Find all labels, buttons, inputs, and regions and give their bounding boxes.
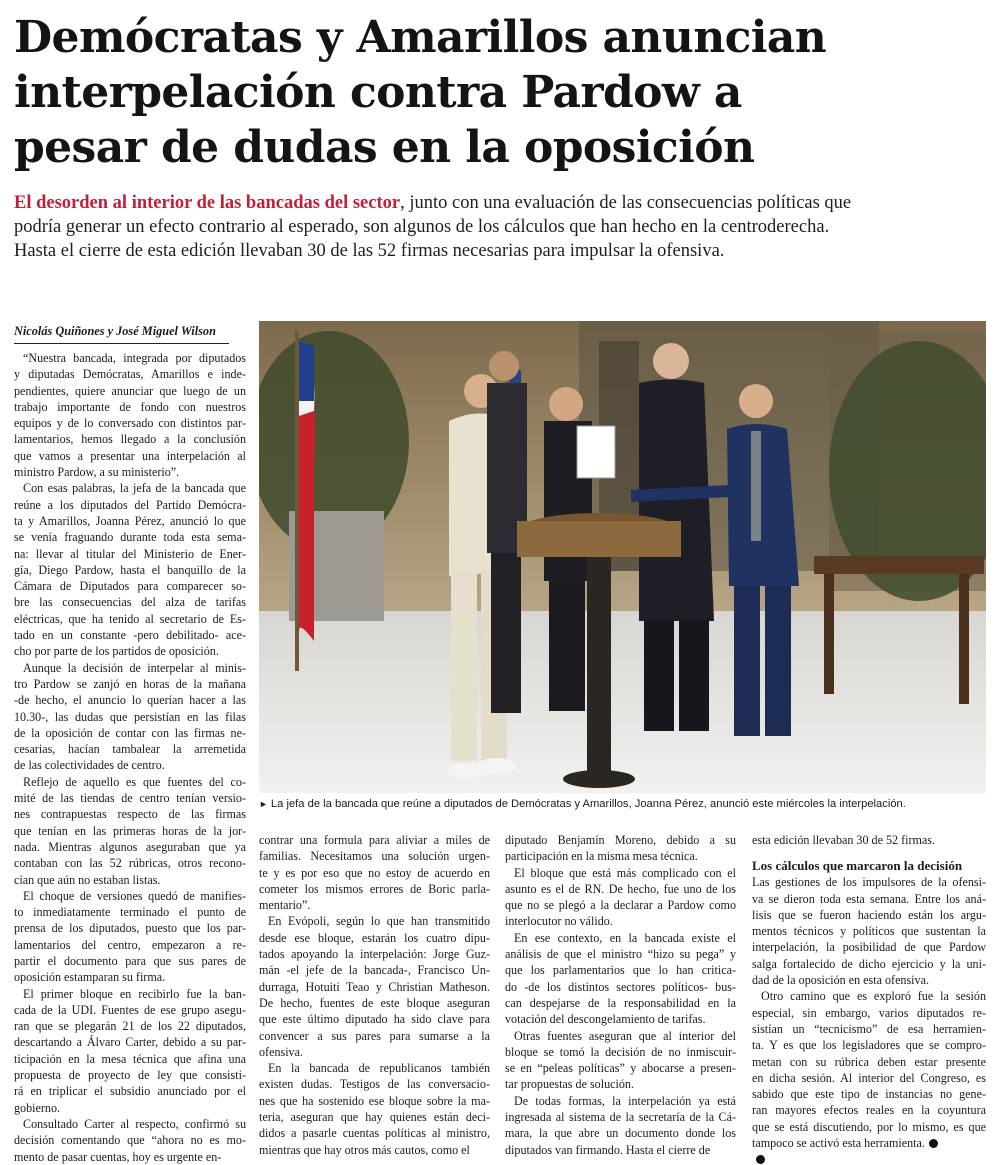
column-line: contrar una formula para aliviar a miles de <box>259 833 490 847</box>
byline: Nicolás Quiñones y José Miguel Wilson <box>14 323 229 344</box>
column-line: diputados van firmando. Hasta el cierre de <box>505 1142 711 1157</box>
column-line: eléctricas, que ha tenido al secretario de Es- <box>14 611 246 626</box>
column-line: El choque de versiones quedó de manifies- <box>23 888 246 903</box>
column-1 <box>14 350 246 1165</box>
column-line: va se dieron toda esta semana. Entre los aná- <box>752 891 986 906</box>
column-line: tro Pardow se zanjó en horas de la mañana <box>14 676 246 691</box>
column-line: bloque se tomó la decisión de no inmiscuir- <box>505 1044 736 1059</box>
column-line: do -de los distintos sectores políticos- bus- <box>505 979 736 994</box>
column-line: En la bancada de republicanos también <box>268 1061 490 1076</box>
column-line: gía, Diego Pardow, hasta el banquillo de la <box>14 562 246 577</box>
column-line: Reflejo de aquello es que fuentes del co- <box>23 774 246 789</box>
column-line: lisis que se fueron haciendo están los argu- <box>752 907 986 922</box>
column-line: existen dudas. Testigos de las conversacio- <box>259 1077 490 1092</box>
section-heading: Los cálculos que marcaron la decisión <box>752 858 963 874</box>
column-line: Con esas palabras, la jefa de la bancada que <box>23 481 246 496</box>
column-line: mento de pasar cuentas, hoy es urgente en- <box>14 1149 222 1164</box>
column-line: propuesta de proyecto de ley que consisti- <box>14 1068 246 1083</box>
column-line: tado en un constante -pero debilitado- ace- <box>14 628 246 643</box>
column-line: Otro camino que es exploró fue la sesión <box>761 989 986 1004</box>
column-line: análisis de que el ministro “hizo su pega” y <box>505 947 736 962</box>
column-line: mara, la que abre un documento donde los <box>505 1126 736 1141</box>
column-line: De todas formas, la interpelación ya está <box>514 1093 736 1108</box>
column-4-body <box>752 874 986 1165</box>
column-line: mité de las tiendas de centro tenían versio- <box>14 791 246 806</box>
column-line: prensa de los diputados, puesto que los par- <box>14 921 246 936</box>
column-2 <box>259 832 490 1158</box>
column-line: equipos y de lo conversado con distintos par- <box>14 416 246 431</box>
column-line: que los parlamentarios que lo han critica- <box>505 963 736 978</box>
headline <box>14 10 994 175</box>
column-line: ran mayores efectos reales en la coyuntura <box>752 1103 986 1118</box>
column-line: especial, sin embargo, varios diputados re- <box>752 1005 986 1020</box>
column-line: que no se plegó a la declarar a Pardow como <box>505 898 736 913</box>
column-line: ran que se plegarán 21 de los 22 diputados, <box>14 1019 246 1034</box>
column-line: partir el documento para que sus pares de <box>14 953 246 968</box>
column-line: nes que ha sostenido ese bloque sobre la ma- <box>259 1093 490 1108</box>
column-line: que tenían en las primeras horas de la jor- <box>14 823 246 838</box>
column-line: que este último diputado ha sido clave para <box>259 1012 490 1027</box>
column-line: -de hecho, el anuncio lo querían hacer a las <box>14 693 246 708</box>
column-line: ticipación en la mesa técnica que afina una <box>14 1051 246 1066</box>
end-of-article-icon <box>929 1139 938 1148</box>
news-photo <box>259 321 986 793</box>
headline-line: pesar de dudas en la oposición <box>14 122 755 173</box>
column-line: ta. Y es que los legisladores que se compro- <box>752 1038 986 1053</box>
column-line: te y es por eso que no estoy de acuerdo en <box>259 865 490 880</box>
column-line: pendientes, quiere anunciar que luego de un <box>14 383 246 398</box>
column-line: mán -el jefe de la bancada-, Francisco Un- <box>259 963 490 978</box>
column-line: lamentarios, hemos llegado a la conclusión <box>14 432 246 447</box>
column-line: teria, aseguran que hay quienes están deci- <box>259 1110 490 1125</box>
column-line: y diputadas Demócratas, Amarillos e inde- <box>14 367 246 382</box>
column-line: can despejarse de la responsabilidad en la <box>505 995 736 1010</box>
column-line: ingresada al sistema de la secretaría de la Cá- <box>505 1110 736 1125</box>
column-line: nes contrapuestas respecto de las firmas <box>14 807 246 822</box>
column-line: De hecho, fuentes de este bloque aseguran <box>259 995 490 1010</box>
column-line: “Nuestra bancada, integrada por diputados <box>23 351 246 365</box>
column-line: lamentarios del centro, empezaron a re- <box>14 937 246 952</box>
column-line: 10.30-, las dudas que persistían en las filas <box>14 709 246 724</box>
column-line: tampoco se activó esta herramienta. <box>752 1135 986 1151</box>
headline-line: interpelación contra Pardow a <box>14 67 742 118</box>
column-line: gobierno. <box>14 1100 61 1115</box>
column-line: oposición estamparan su firma. <box>14 970 166 985</box>
caption-text: La jefa de la bancada que reúne a diputados de Demócratas y Amarillos, Joanna Pérez, anunció este miércoles la interpelación. <box>270 798 906 810</box>
column-line: dad de la oposición en esta ofensiva. <box>752 973 929 988</box>
column-line: El primer bloque en recibirlo fue la ban- <box>23 986 246 1001</box>
column-line: contaban con las 52 rúbricas, otros recono- <box>14 856 246 871</box>
caption-arrow-icon: ► <box>259 799 268 809</box>
column-line: Cámara de Diputados para comparecer so- <box>14 579 246 594</box>
column-line: sistían un “tecnicismo” de esa herramien- <box>752 1021 986 1036</box>
column-line: de la oposición de contar con las firmas ne- <box>14 725 246 740</box>
lead-highlight: El desorden al interior de las bancadas del sector <box>14 193 401 213</box>
column-line: tados apoyando la interpelación: Jorge Guz- <box>259 947 490 962</box>
column-line: diputado Benjamín Moreno, debido a su <box>505 833 736 847</box>
column-line: descartando a Álvaro Carter, debido a su par- <box>14 1035 246 1050</box>
column-line: cometer los mismos errores de Boric parla- <box>259 881 490 896</box>
column-line: El bloque que está más complicado con el <box>514 865 736 880</box>
column-line: sabido que este tipo de instancias no gene- <box>752 1087 986 1102</box>
column-line: to inmediatamente terminado el punto de <box>14 905 246 920</box>
column-4 <box>752 832 986 1165</box>
column-line: durraga, Hotuiti Teao y Christian Matheson. <box>259 979 490 994</box>
column-line: esta edición llevaban 30 de 52 firmas. <box>752 833 936 847</box>
column-line: rá en triplicar el subsidio anunciado por el <box>14 1084 246 1099</box>
column-line: convencer a sus pares para sumarse a la <box>259 1028 490 1043</box>
column-line: Aunque la decisión de interpelar al minis- <box>23 660 246 675</box>
column-line: cían que aún no estaban listas. <box>14 872 161 887</box>
column-line: cho por parte de los partidos de oposición. <box>14 644 219 659</box>
column-line: interlocutor no válido. <box>505 914 613 929</box>
column-line: mentos técnicos y políticos que sustentan la <box>752 924 986 939</box>
column-line: En ese contexto, en la bancada existe el <box>514 930 736 945</box>
column-line: desde ese bloque, estarán los cuatro dipu- <box>259 930 490 945</box>
column-line: Las gestiones de los impulsores de la ofensi- <box>752 875 986 890</box>
press-conference-illustration <box>259 321 986 793</box>
column-line: interpelación, la posibilidad de que Pardow <box>752 940 986 955</box>
column-line: reúne a los diputados del Partido Demócra- <box>14 497 246 512</box>
column-line: que vamos a presentar una interpelación al <box>14 448 246 463</box>
column-3 <box>505 832 736 1158</box>
column-line: cesarias, hacían tambalear la arremetida <box>14 742 246 757</box>
column-line: Consultado Carter al respecto, confirmó su <box>23 1116 246 1131</box>
end-of-article-icon <box>756 1155 765 1164</box>
column-line: salga fortalecido de dicho ejercicio y la uni- <box>752 956 986 971</box>
column-line: que se está discutiendo, por lo mismo, es que <box>752 1119 986 1134</box>
column-line: metan con su rúbrica deben estar presente <box>752 1054 986 1069</box>
lead-text: , junto con una evaluación de las consecuencias políticas que <box>400 193 852 213</box>
column-line: ofensiva. <box>259 1044 303 1059</box>
column-line: trabajo importante de fondo con nuestros <box>14 399 246 414</box>
column-line: participación en la misma mesa técnica. <box>505 849 698 864</box>
column-line: Otras fuentes aseguran que al interior del <box>514 1028 736 1043</box>
column-line: mientras que hay otros más cautos, como el <box>259 1142 470 1157</box>
column-line: didos a pasarle cuentas políticas al ministro, <box>259 1126 490 1141</box>
column-line: ministro Pardow, a su ministerio”. <box>14 465 180 480</box>
column-line: asunto es el de RN. De hecho, fue uno de los <box>505 881 736 896</box>
column-line: familias. Necesitamos una solución urgen- <box>259 849 490 864</box>
column-line: mentario”. <box>259 898 311 913</box>
lead-line: Hasta el cierre de esta edición llevaban 30 de las 52 firmas necesarias para impulsar la ofensiva. <box>14 241 725 261</box>
lead-line <box>14 191 989 215</box>
column-line: ta y Amarillos, Joanna Pérez, anunció lo que <box>14 513 246 528</box>
column-line: nada. Mientras algunos aseguraban que ya <box>14 839 246 854</box>
column-line: se venía fraguando durante toda esta sema- <box>14 530 246 545</box>
lead-paragraph <box>14 191 989 263</box>
column-line: En Evópoli, según lo que han transmitido <box>268 914 490 929</box>
column-line: na: llevar al titular del Ministerio de Ener- <box>14 546 246 561</box>
photo-caption <box>259 797 986 812</box>
column-line: votación del descongelamiento de tarifas. <box>505 1012 706 1027</box>
column-line: se en “peleas políticas” y abocarse a presen- <box>505 1061 736 1076</box>
headline-line: Demócratas y Amarillos anuncian <box>14 12 827 63</box>
column-line: en dicha sesión. Al interior del Congreso, es <box>752 1070 986 1085</box>
column-line: tar propuestas de solución. <box>505 1077 634 1092</box>
lead-line: podría generar un efecto contrario al esperado, son algunos de los cálculos que han hecho en la centroderecha. <box>14 217 830 237</box>
column-line: de las colectividades de centro. <box>14 758 165 773</box>
column-line: decisión comentando que “ahora no es mo- <box>14 1133 246 1148</box>
column-line: bre las consecuencias del alza de tarifas <box>14 595 246 610</box>
column-line: cada de la UDI. Fuentes de ese grupo asegu- <box>14 1002 246 1017</box>
